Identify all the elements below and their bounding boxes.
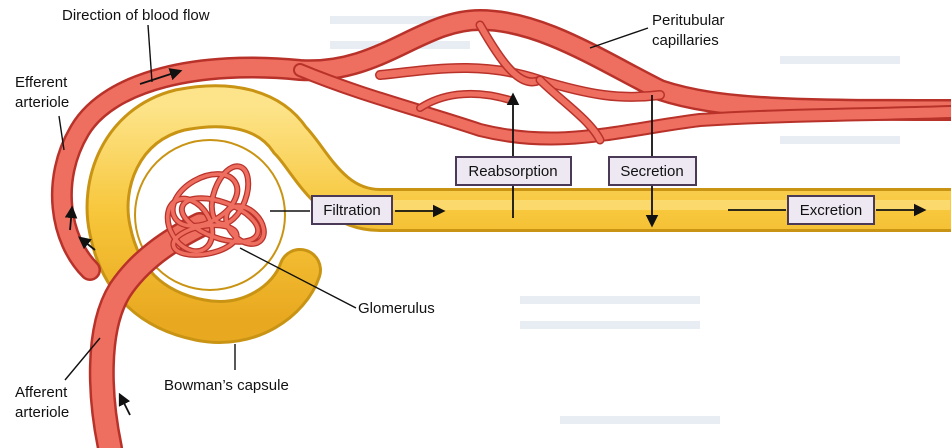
efferent-label-line2: arteriole bbox=[15, 94, 70, 111]
reabsorption-label: Reabsorption bbox=[468, 163, 558, 180]
peritubular-leader bbox=[590, 28, 648, 48]
afferent-label-line1: Afferent bbox=[15, 384, 68, 401]
direction-of-blood-flow-label: Direction of blood flow bbox=[62, 7, 210, 24]
filtration-box bbox=[312, 196, 392, 224]
bowmans-capsule-label: Bowman’s capsule bbox=[164, 377, 289, 394]
afferent-label-line2: arteriole bbox=[15, 404, 70, 421]
peritubular-label-line2: capillaries bbox=[652, 32, 719, 49]
filtration-label: Filtration bbox=[323, 202, 381, 219]
blood-flow-arrow-afferent bbox=[120, 395, 130, 415]
reabsorption-box bbox=[456, 157, 571, 185]
excretion-box bbox=[788, 196, 874, 224]
secretion-box bbox=[609, 157, 696, 185]
peritubular-label-line1: Peritubular bbox=[652, 12, 725, 29]
glomerulus-label: Glomerulus bbox=[358, 300, 435, 317]
efferent-label-line1: Efferent bbox=[15, 74, 68, 91]
excretion-label: Excretion bbox=[799, 202, 863, 219]
secretion-label: Secretion bbox=[620, 163, 684, 180]
